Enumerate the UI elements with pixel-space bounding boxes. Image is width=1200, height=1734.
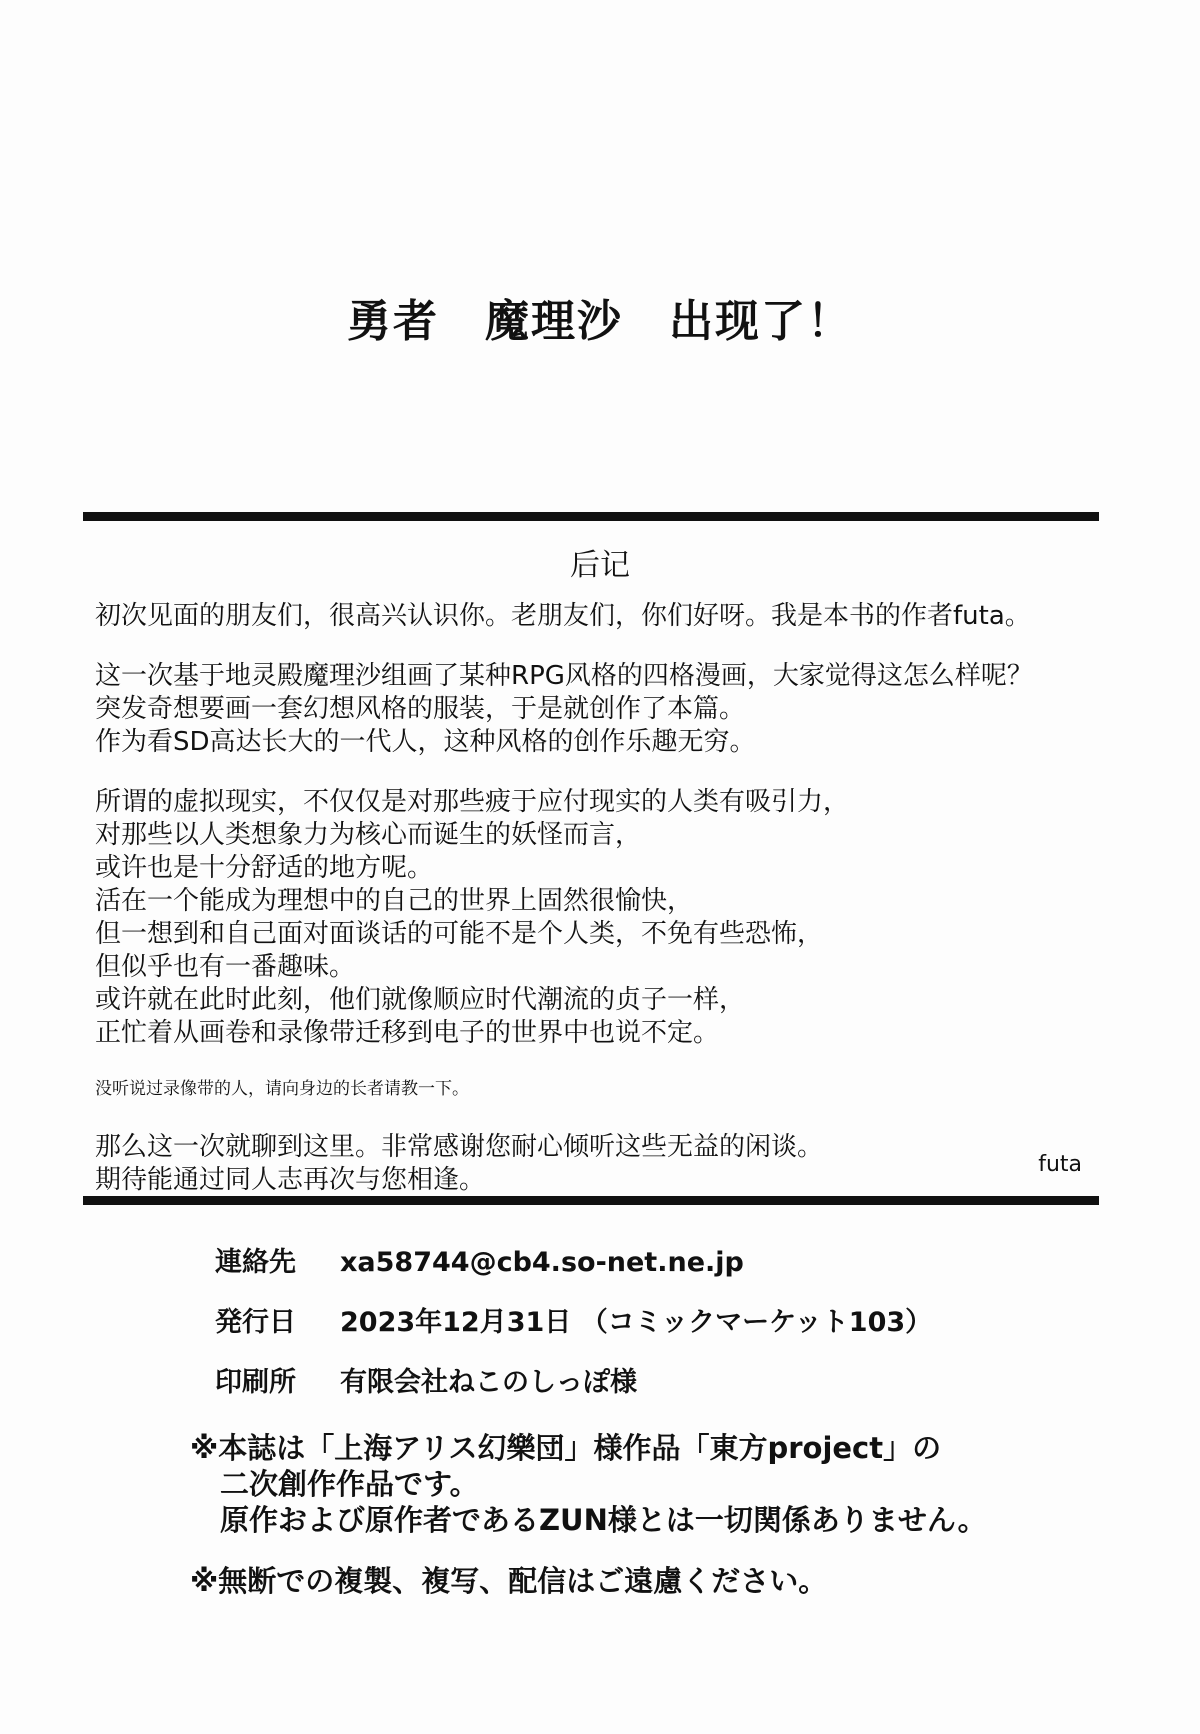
contact-email: xa58744@cb4.so-net.ne.jp	[340, 1247, 744, 1278]
printer-name: 有限会社ねこのしっぽ様	[340, 1367, 637, 1398]
text-line: 或许也是十分舒适的地方呢。	[95, 853, 434, 883]
date-label: 発行日	[215, 1307, 296, 1338]
afterword-note: 没听说过录像带的人，请向身边的长者请教一下。	[95, 1079, 469, 1099]
notice-no-copy	[190, 1563, 1140, 1599]
author-signature: futa	[1038, 1152, 1082, 1177]
colophon-row-contact	[215, 1240, 1115, 1300]
afterword-paragraph	[95, 786, 1095, 1050]
text-line: 突发奇想要画一套幻想风格的服装，于是就创作了本篇。	[95, 694, 746, 724]
notice-line: 二次創作作品です。	[220, 1467, 479, 1501]
afterword-closing	[95, 1131, 1095, 1197]
notice-fan-work	[190, 1430, 1140, 1538]
afterword-body	[95, 600, 1095, 1224]
colophon-row-printer	[215, 1360, 1115, 1420]
afterword-heading: 后记	[570, 548, 630, 583]
contact-label: 連絡先	[215, 1247, 296, 1278]
text-line: 那么这一次就聊到这里。非常感谢您耐心倾听这些无益的闲谈。	[95, 1132, 824, 1162]
text-line: 期待能通过同人志再次与您相逢。	[95, 1165, 486, 1195]
text-line: 这一次基于地灵殿魔理沙组画了某种RPG风格的四格漫画，大家觉得这怎么样呢？	[95, 661, 1033, 691]
text-line: 初次见面的朋友们，很高兴认识你。老朋友们，你们好呀。我是本书的作者futa。	[95, 601, 1031, 631]
colophon	[215, 1240, 1115, 1420]
top-divider	[83, 512, 1099, 521]
text-line: 活在一个能成为理想中的自己的世界上固然很愉快，	[95, 886, 694, 916]
book-title: 勇者 魔理沙 出现了！	[347, 296, 853, 347]
text-line: 但似乎也有一番趣味。	[95, 952, 356, 982]
afterword-paragraph	[95, 600, 1095, 633]
notices	[190, 1430, 1140, 1624]
colophon-row-date	[215, 1300, 1115, 1360]
notice-line: ※本誌は「上海アリス幻樂団」様作品「東方project」の	[190, 1431, 942, 1465]
notice-line: ※無断での複製、複写、配信はご遠慮ください。	[190, 1564, 828, 1598]
afterword-paragraph	[95, 660, 1095, 759]
text-line: 作为看SD高达长大的一代人，这种风格的创作乐趣无穷。	[95, 727, 756, 757]
publish-date: 2023年12月31日 （コミックマーケット103）	[340, 1307, 933, 1338]
text-line: 或许就在此时此刻，他们就像顺应时代潮流的贞子一样，	[95, 985, 746, 1015]
notice-line: 原作および原作者であるZUN様とは一切関係ありません。	[220, 1503, 987, 1537]
text-line: 但一想到和自己面对面谈话的可能不是个人类，不免有些恐怖，	[95, 919, 824, 949]
printer-label: 印刷所	[215, 1367, 296, 1398]
text-line: 对那些以人类想象力为核心而诞生的妖怪而言，	[95, 820, 642, 850]
text-line: 正忙着从画卷和录像带迁移到电子的世界中也说不定。	[95, 1018, 720, 1048]
bottom-divider	[83, 1196, 1099, 1205]
text-line: 所谓的虚拟现实，不仅仅是对那些疲于应付现实的人类有吸引力，	[95, 787, 850, 817]
